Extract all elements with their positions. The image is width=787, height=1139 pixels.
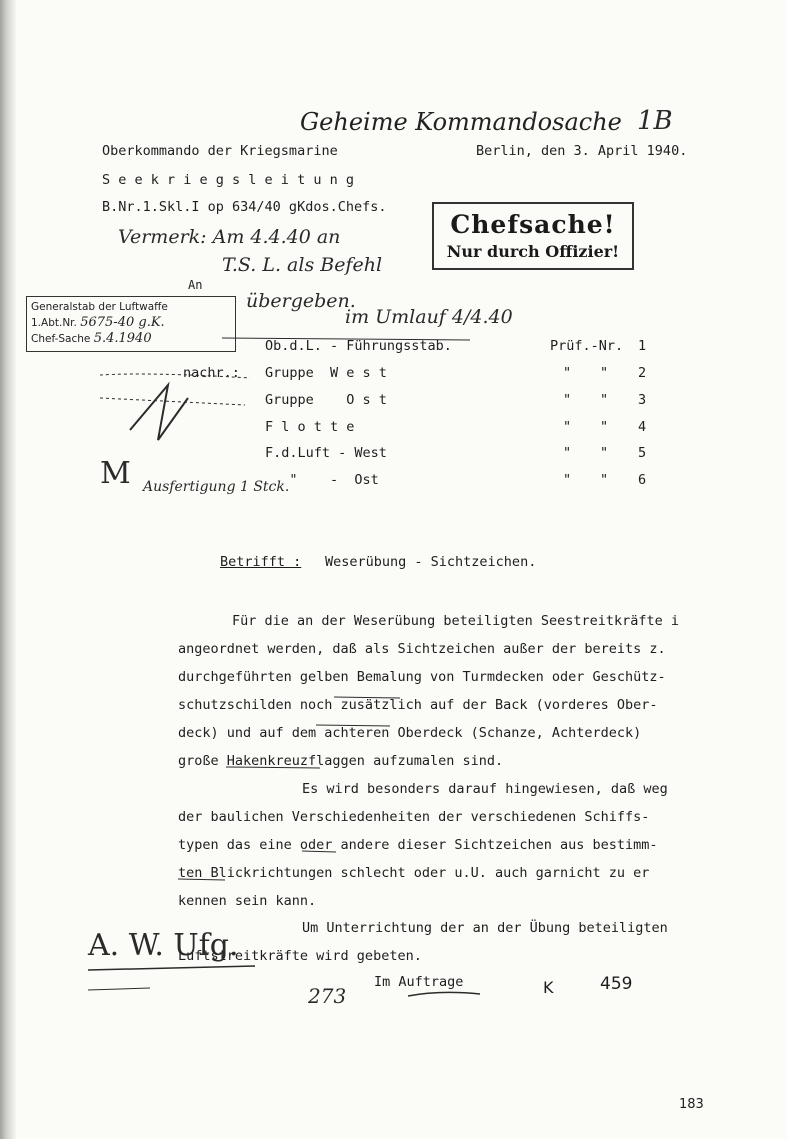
body-line: durchgeführten gelben Bemalung von Turmdecken oder Geschütz- bbox=[178, 669, 666, 685]
stamp-line-1: Chefsache! bbox=[450, 210, 616, 239]
k-label: K bbox=[543, 978, 554, 997]
body-line: große Hakenkreuzflaggen aufzumalen sind. bbox=[178, 753, 504, 769]
ditto-mark: " bbox=[563, 445, 572, 461]
recipient-row: Gruppe W e s t bbox=[265, 365, 387, 381]
recipient-nr: 3 bbox=[638, 392, 647, 408]
handwritten-note-2: T.S. L. als Befehl bbox=[222, 254, 383, 276]
recipient-nr: 4 bbox=[638, 419, 647, 435]
nachr-label: nachr.: bbox=[183, 365, 240, 381]
registry-line-1: Generalstab der Luftwaffe bbox=[31, 301, 168, 313]
ditto-mark: " bbox=[600, 445, 609, 461]
body-line: Für die an der Weserübung beteiligten Seestreitkräfte i bbox=[232, 613, 680, 629]
recipient-row: " - Ost bbox=[265, 472, 379, 488]
place-date: Berlin, den 3. April 1940. bbox=[476, 143, 688, 159]
body-line: schutzschilden noch zusätzlich auf der Back (vorderes Ober- bbox=[178, 697, 658, 713]
recipient-row: Ob.d.L. - Führungsstab. bbox=[265, 338, 452, 354]
ditto-mark: " bbox=[600, 419, 609, 435]
recipient-row: F.d.Luft - West bbox=[265, 445, 387, 461]
subject-text: Weserübung - Sichtzeichen. bbox=[325, 554, 537, 570]
handwritten-note-4: im Umlauf 4/4.40 bbox=[345, 306, 513, 328]
registry-line-3-label: Chef-Sache bbox=[31, 333, 91, 345]
an-label: An bbox=[188, 278, 203, 292]
sender-org: Oberkommando der Kriegsmarine bbox=[102, 143, 338, 159]
recipient-nr: 5 bbox=[638, 445, 647, 461]
ditto-mark: " bbox=[600, 365, 609, 381]
body-line: angeordnet werden, daß als Sichtzeichen außer der bereits z. bbox=[178, 641, 666, 657]
handwritten-signature: A. W. Ufg. bbox=[88, 928, 239, 963]
recipient-nr: 6 bbox=[638, 472, 647, 488]
recipient-row: Gruppe O s t bbox=[265, 392, 387, 408]
ditto-mark: " bbox=[563, 365, 572, 381]
handwritten-note-1: Vermerk: Am 4.4.40 an bbox=[118, 226, 341, 248]
body-line: ten Blickrichtungen schlecht oder u.U. auch garnicht zu er bbox=[178, 865, 650, 881]
body-line: deck) und auf dem achteren Oberdeck (Schanze, Achterdeck) bbox=[178, 725, 642, 741]
classification-header: Geheime Kommandosache bbox=[300, 108, 622, 136]
im-auftrage: Im Auftrage bbox=[374, 974, 464, 990]
k-number: 459 bbox=[600, 974, 633, 994]
handwritten-initials: M bbox=[100, 456, 131, 491]
ditto-mark: " bbox=[600, 392, 609, 408]
body-line: der baulichen Verschiedenheiten der verschiedenen Schiffs- bbox=[178, 809, 650, 825]
corner-mark: 1B bbox=[637, 106, 673, 136]
handwritten-copy-note: Ausfertigung 1 Stck. bbox=[143, 479, 290, 495]
body-line: kennen sein kann. bbox=[178, 893, 317, 909]
body-line: Es wird besonders darauf hingewiesen, daß weg bbox=[302, 781, 668, 797]
stamp-line-2: Nur durch Offizier! bbox=[446, 242, 620, 261]
ditto-mark: " bbox=[563, 472, 572, 488]
registry-line-2-label: 1.Abt.Nr. bbox=[31, 317, 77, 329]
page-number: 183 bbox=[679, 1097, 704, 1112]
handwritten-note-3: übergeben. bbox=[246, 290, 356, 312]
recipient-nr: 2 bbox=[638, 365, 647, 381]
body-line: Um Unterrichtung der an der Übung beteiligten bbox=[302, 920, 668, 936]
sender-dept: S e e k r i e g s l e i t u n g bbox=[102, 172, 354, 188]
handwritten-number: 273 bbox=[308, 984, 347, 1008]
registry-line-3-value: 5.4.1940 bbox=[93, 331, 152, 346]
registry-line-2-value: 5675-40 g.K. bbox=[80, 315, 165, 330]
subject-label: Betrifft : bbox=[220, 554, 302, 570]
reference-number: B.Nr.1.Skl.I op 634/40 gKdos.Chefs. bbox=[102, 199, 387, 215]
ditto-mark: " bbox=[563, 392, 572, 408]
body-line: typen das eine oder andere dieser Sichtzeichen aus bestimm- bbox=[178, 837, 658, 853]
recipient-nr: 1 bbox=[638, 338, 647, 354]
pruef-nr-header: Prüf.-Nr. bbox=[550, 338, 624, 354]
ditto-mark: " bbox=[600, 472, 609, 488]
body-line: Luftstreitkräfte wird gebeten. bbox=[178, 948, 422, 964]
ditto-mark: " bbox=[563, 419, 572, 435]
recipient-row: F l o t t e bbox=[265, 419, 355, 435]
